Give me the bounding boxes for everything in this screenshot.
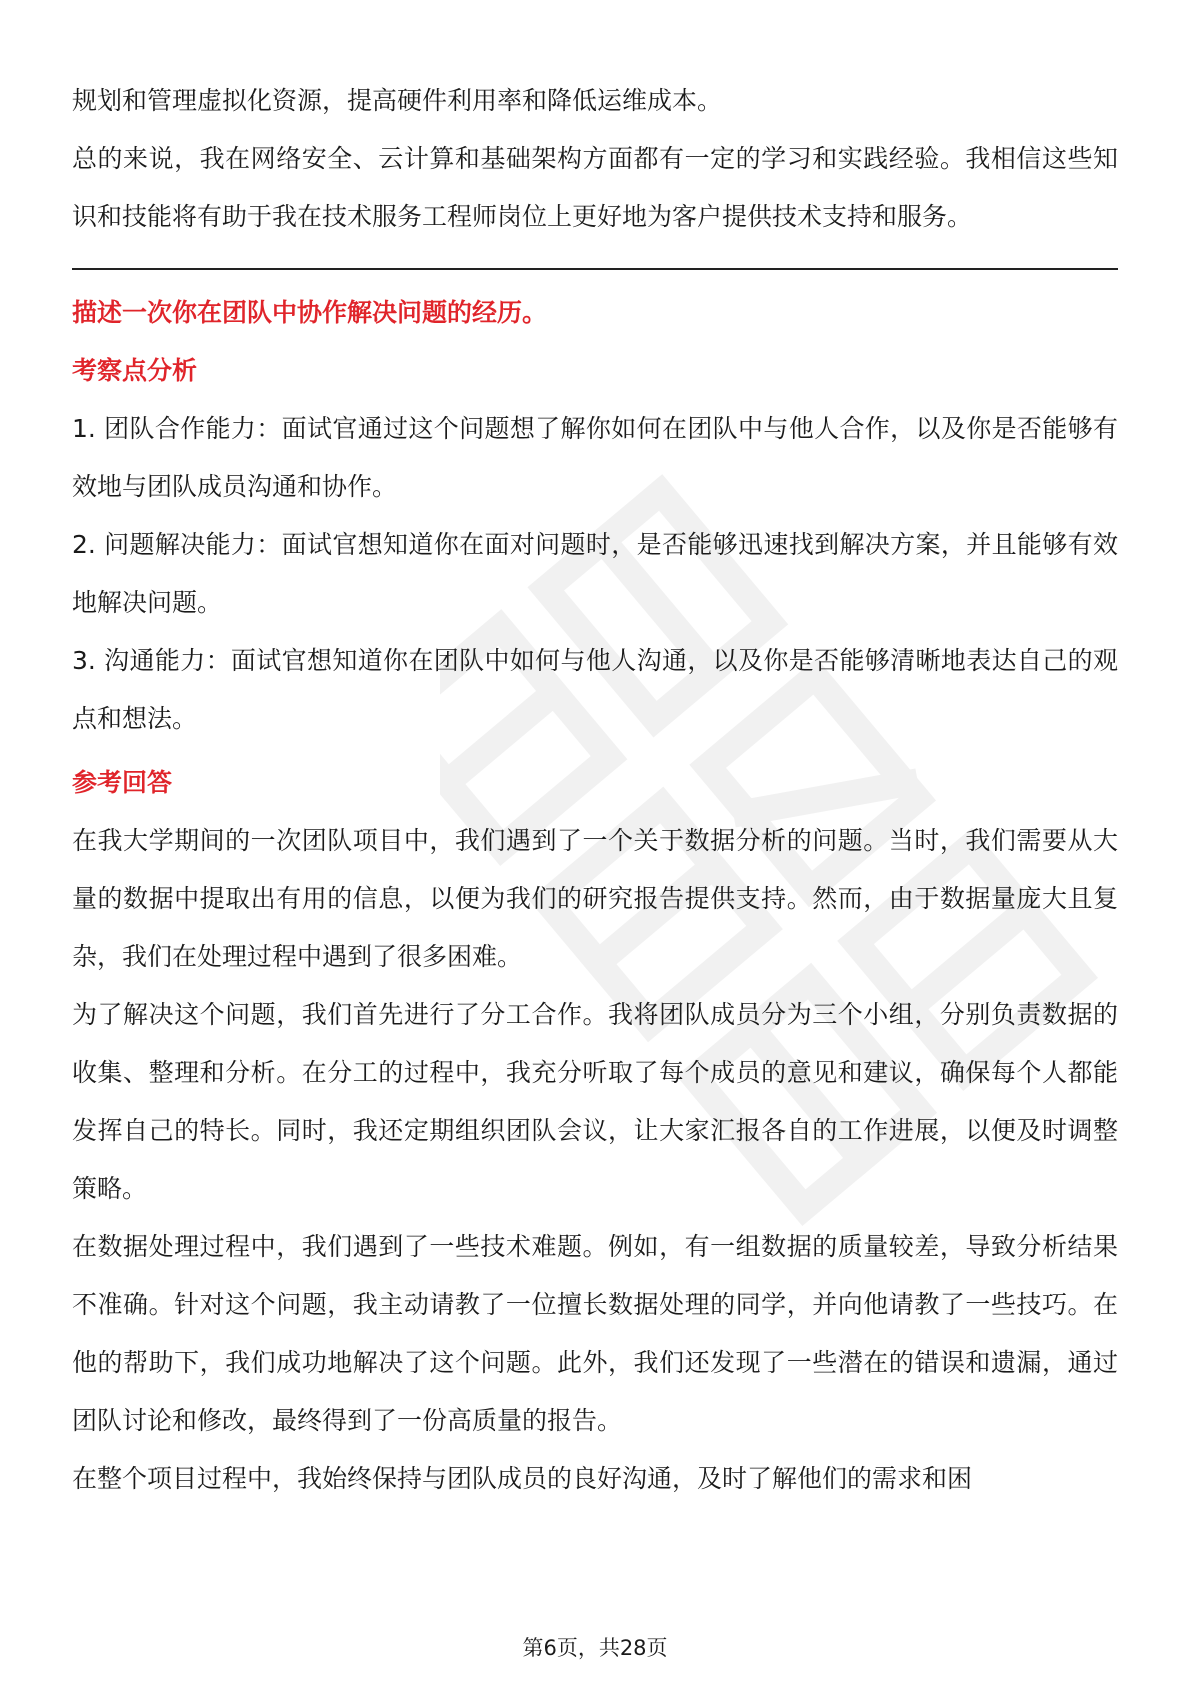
intro-paragraph: 总的来说，我在网络安全、云计算和基础架构方面都有一定的学习和实践经验。我相信这些知识和技能将有助于我在技术服务工程师岗位上更好地为客户提供技术支持和服务。	[72, 144, 1118, 231]
analysis-point: 1. 团队合作能力：面试官通过这个问题想了解你如何在团队中与他人合作，以及你是否能够有效地与团队成员沟通和协作。	[72, 414, 1118, 501]
answer-heading: 参考回答	[72, 768, 173, 797]
analysis-point: 2. 问题解决能力：面试官想知道你在面对问题时，是否能够迅速找到解决方案，并且能够有效地解决问题。	[72, 530, 1118, 617]
answer-paragraph: 为了解决这个问题，我们首先进行了分工合作。我将团队成员分为三个小组，分别负责数据的收集、整理和分析。在分工的过程中，我充分听取了每个成员的意见和建议，确保每个人都能发挥自己的特长。同时，我还定期组织团队会议，让大家汇报各自的工作进展，以便及时调整策略。	[72, 1000, 1118, 1203]
analysis-heading: 考察点分析	[72, 356, 198, 385]
intro-paragraph: 规划和管理虚拟化资源，提高硬件利用率和降低运维成本。	[72, 86, 723, 115]
analysis-point: 3. 沟通能力：面试官想知道你在团队中如何与他人沟通，以及你是否能够清晰地表达自己的观点和想法。	[72, 646, 1118, 733]
answer-paragraph: 在整个项目过程中，我始终保持与团队成员的良好沟通，及时了解他们的需求和困	[72, 1464, 973, 1493]
answer-paragraph: 在我大学期间的一次团队项目中，我们遇到了一个关于数据分析的问题。当时，我们需要从大量的数据中提取出有用的信息，以便为我们的研究报告提供支持。然而，由于数据量庞大且复杂，我们在处理过程中遇到了很多困难。	[72, 826, 1118, 971]
answer-paragraph: 在数据处理过程中，我们遇到了一些技术难题。例如，有一组数据的质量较差，导致分析结果不准确。针对这个问题，我主动请教了一位擅长数据处理的同学，并向他请教了一些技巧。在他的帮助下，我们成功地解决了这个问题。此外，我们还发现了一些潜在的错误和遗漏，通过团队讨论和修改，最终得到了一份高质量的报告。	[72, 1232, 1118, 1435]
section-divider	[72, 268, 1118, 270]
question-title: 描述一次你在团队中协作解决问题的经历。	[72, 298, 548, 327]
page-number: 第6页，共28页	[522, 1636, 668, 1660]
page-content	[72, 72, 1118, 1508]
